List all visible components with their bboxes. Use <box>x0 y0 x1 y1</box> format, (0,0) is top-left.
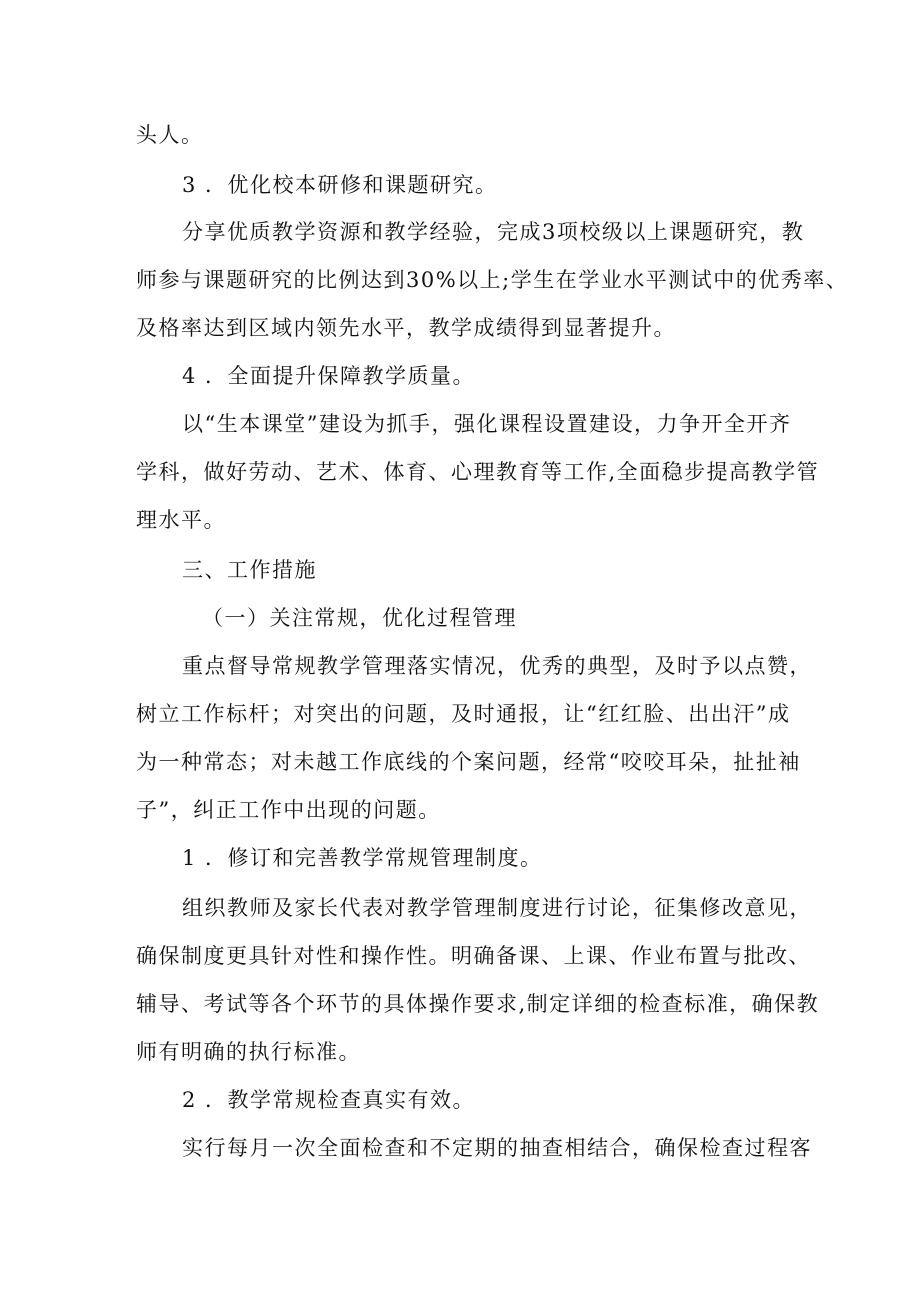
paragraph-line: 分享优质教学资源和教学经验，完成3项校级以上课题研究，教 <box>182 220 805 244</box>
paragraph-line: 辅导、考试等各个环节的具体操作要求,制定详细的检查标准，确保教 <box>136 992 820 1016</box>
paragraph-line: 子”，纠正工作中出现的问题。 <box>136 798 441 822</box>
paragraph-line: 及格率达到区域内领先水平，教学成绩得到显著提升。 <box>136 316 676 340</box>
section-heading-1: 1 ．修订和完善教学常规管理制度。 <box>182 846 543 870</box>
section-heading-4: 4 ．全面提升保障教学质量。 <box>182 364 476 388</box>
paragraph-line: 师有明确的执行标准。 <box>136 1040 361 1064</box>
paragraph-line: 组织教师及家长代表对教学管理制度进行讨论，征集修改意见， <box>182 896 812 920</box>
section-heading-measures: 三、工作措施 <box>182 558 317 582</box>
paragraph-line: 实行每月一次全面检查和不定期的抽查相结合，确保检查过程客 <box>182 1136 812 1160</box>
section-heading-2: 2 ．教学常规检查真实有效。 <box>182 1088 476 1112</box>
section-heading-3: 3 ．优化校本研修和课题研究。 <box>182 173 498 197</box>
subsection-heading-1: （一）关注常规，优化过程管理 <box>202 606 517 630</box>
paragraph-line: 头人。 <box>136 123 204 147</box>
paragraph-line: 确保制度更具针对性和操作性。明确备课、上课、作业布置与批改、 <box>136 944 811 968</box>
paragraph-line: 师参与课题研究的比例达到30%以上;学生在学业水平测试中的优秀率、 <box>136 268 849 292</box>
paragraph-line: 理水平。 <box>136 508 226 532</box>
paragraph-line: 以“生本课堂”建设为抓手，强化课程设置建设，力争开全开齐 <box>182 412 792 436</box>
paragraph-line: 为一种常态；对未越工作底线的个案问题，经常“咬咬耳朵，扯扯袖 <box>136 750 801 774</box>
paragraph-line: 学科，做好劳动、艺术、体育、心理教育等工作,全面稳步提高教学管 <box>136 460 820 484</box>
paragraph-line: 重点督导常规教学管理落实情况，优秀的典型，及时予以点赞， <box>182 654 812 678</box>
paragraph-line: 树立工作标杆；对突出的问题，及时通报，让“红红脸、出出汗”成 <box>136 702 791 726</box>
